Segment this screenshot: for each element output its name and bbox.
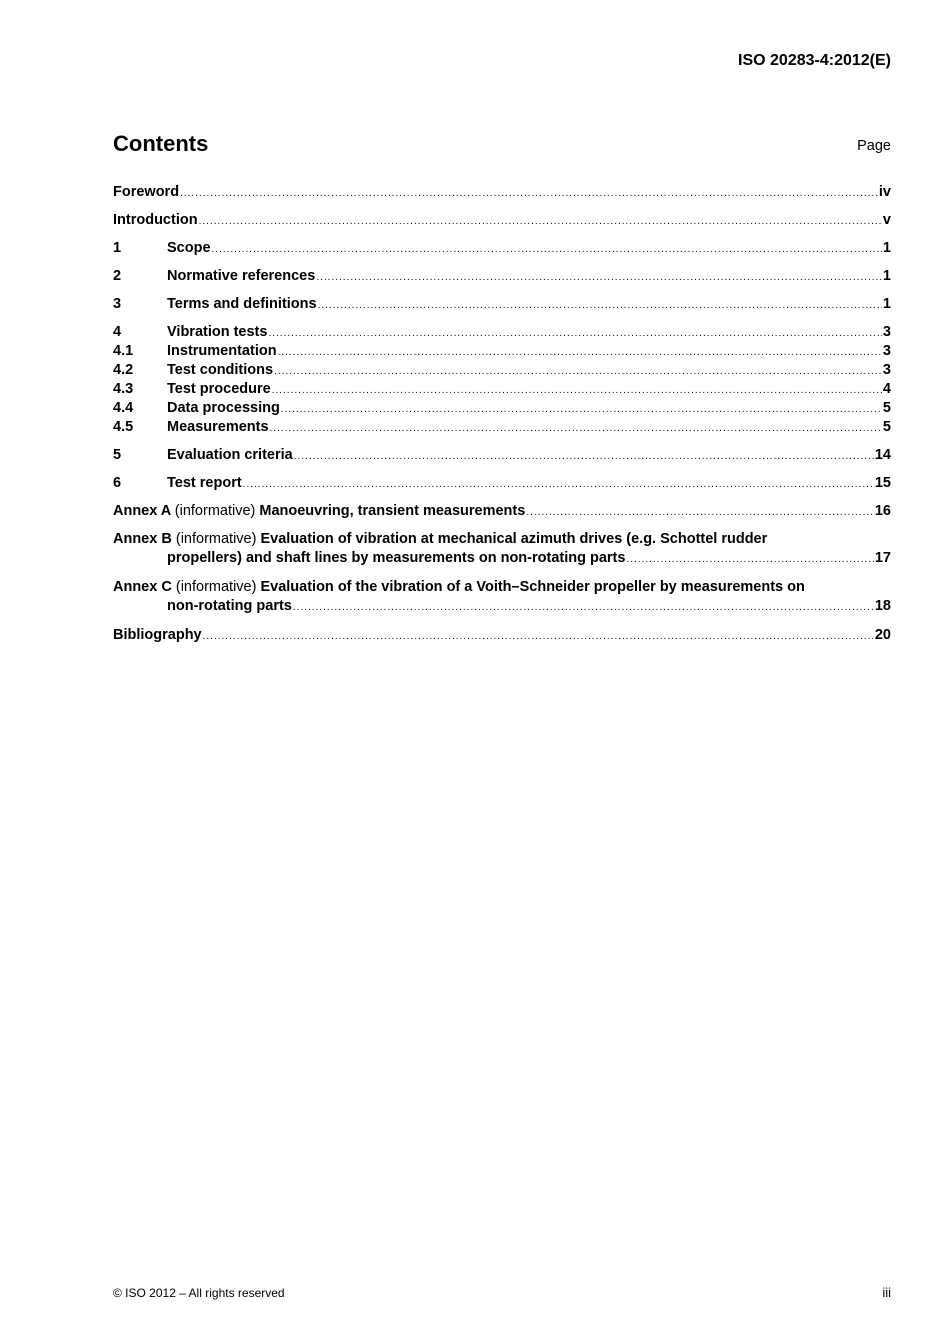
annex-title-line1: Evaluation of vibration at mechanical azimuth drives (e.g. Schottel rudder <box>260 531 768 547</box>
document-id: ISO 20283-4:2012(E) <box>738 52 891 69</box>
annex-label: Annex A <box>113 503 171 519</box>
toc-page: v <box>882 212 891 228</box>
dot-leader <box>626 550 873 569</box>
toc-entry-foreword[interactable] <box>113 183 891 202</box>
toc-page: 5 <box>882 419 891 435</box>
annex-line <box>113 530 891 549</box>
toc-page: 1 <box>882 240 891 256</box>
table-of-contents <box>113 183 891 645</box>
toc-title: Data processing <box>167 400 280 416</box>
annex-title-line2: propellers) and shaft lines by measurements on non-rotating parts <box>167 550 626 566</box>
dot-leader <box>243 475 874 494</box>
toc-title: Measurements <box>167 419 269 435</box>
toc-entry-scope[interactable] <box>113 239 891 258</box>
annex-title-line1: Evaluation of the vibration of a Voith–Schneider propeller by measurements on <box>260 579 805 595</box>
dot-leader <box>180 184 878 203</box>
dot-leader <box>278 343 882 362</box>
annex-title: Manoeuvring, transient measurements <box>259 503 526 519</box>
toc-title: Scope <box>167 240 211 256</box>
toc-number: 5 <box>113 447 122 463</box>
toc-page: 3 <box>882 362 891 378</box>
toc-title: Test conditions <box>167 362 274 378</box>
annex-title-line2: non-rotating parts <box>167 598 292 614</box>
toc-page: 17 <box>874 550 891 566</box>
dot-leader <box>203 627 874 646</box>
toc-number: 4.4 <box>113 400 134 416</box>
toc-entry-bibliography[interactable] <box>113 626 891 645</box>
toc-entry-normative-references[interactable] <box>113 267 891 286</box>
toc-entry-instrumentation[interactable] <box>113 342 891 361</box>
toc-number: 1 <box>113 240 122 256</box>
toc-title: Introduction <box>113 212 198 228</box>
toc-entry-data-processing[interactable] <box>113 399 891 418</box>
page-column-label: Page <box>857 138 891 154</box>
toc-page: 4 <box>882 381 891 397</box>
annex-type: (informative) <box>175 579 257 595</box>
toc-title: Foreword <box>113 184 180 200</box>
annex-line <box>113 597 891 617</box>
toc-number: 4.5 <box>113 419 134 435</box>
toc-entry-measurements[interactable] <box>113 418 891 437</box>
annex-label: Annex C <box>113 579 172 595</box>
dot-leader <box>526 503 874 522</box>
dot-leader <box>270 419 882 438</box>
toc-number: 3 <box>113 296 122 312</box>
page-number: iii <box>882 1285 891 1300</box>
toc-title <box>113 502 525 521</box>
dot-leader <box>316 268 882 287</box>
annex-line <box>113 578 891 597</box>
toc-page: 20 <box>874 627 891 643</box>
toc-number: 4.1 <box>113 343 134 359</box>
contents-heading: Contents <box>113 131 209 156</box>
toc-number: 4.3 <box>113 381 134 397</box>
toc-title: Terms and definitions <box>167 296 317 312</box>
toc-entry-introduction[interactable] <box>113 211 891 230</box>
toc-number: 2 <box>113 268 122 284</box>
copyright-notice: © ISO 2012 – All rights reserved <box>113 1286 285 1300</box>
toc-page: 3 <box>882 324 891 340</box>
toc-title: Vibration tests <box>167 324 268 340</box>
toc-title: Instrumentation <box>167 343 277 359</box>
toc-page: 1 <box>882 268 891 284</box>
toc-page: 16 <box>874 503 891 519</box>
dot-leader <box>318 296 882 315</box>
dot-leader <box>274 362 882 381</box>
toc-page: iv <box>878 184 891 200</box>
annex-label: Annex B <box>113 531 172 547</box>
toc-page: 3 <box>882 343 891 359</box>
toc-page: 5 <box>882 400 891 416</box>
toc-page: 15 <box>874 475 891 491</box>
toc-title: Normative references <box>167 268 316 284</box>
toc-entry-annex-b[interactable] <box>113 530 891 569</box>
toc-entry-test-conditions[interactable] <box>113 361 891 380</box>
toc-page: 14 <box>874 447 891 463</box>
toc-entry-terms-definitions[interactable] <box>113 295 891 314</box>
annex-type: (informative) <box>175 531 257 547</box>
toc-number: 4 <box>113 324 122 340</box>
toc-page: 18 <box>874 598 891 614</box>
toc-number: 4.2 <box>113 362 134 378</box>
annex-type: (informative) <box>174 503 256 519</box>
annex-line <box>113 549 891 569</box>
toc-entry-vibration-tests[interactable] <box>113 323 891 342</box>
dot-leader <box>294 447 874 466</box>
toc-title: Evaluation criteria <box>167 447 293 463</box>
dot-leader <box>293 598 874 617</box>
toc-entry-test-report[interactable] <box>113 474 891 493</box>
toc-page: 1 <box>882 296 891 312</box>
toc-title: Bibliography <box>113 627 202 643</box>
toc-number: 6 <box>113 475 122 491</box>
toc-entry-evaluation-criteria[interactable] <box>113 446 891 465</box>
toc-title: Test procedure <box>167 381 271 397</box>
toc-entry-annex-a[interactable] <box>113 502 891 521</box>
dot-leader <box>272 381 882 400</box>
dot-leader <box>212 240 882 259</box>
dot-leader <box>281 400 882 419</box>
dot-leader <box>268 324 881 343</box>
dot-leader <box>199 212 882 231</box>
toc-title: Test report <box>167 475 242 491</box>
toc-entry-test-procedure[interactable] <box>113 380 891 399</box>
toc-entry-annex-c[interactable] <box>113 578 891 617</box>
